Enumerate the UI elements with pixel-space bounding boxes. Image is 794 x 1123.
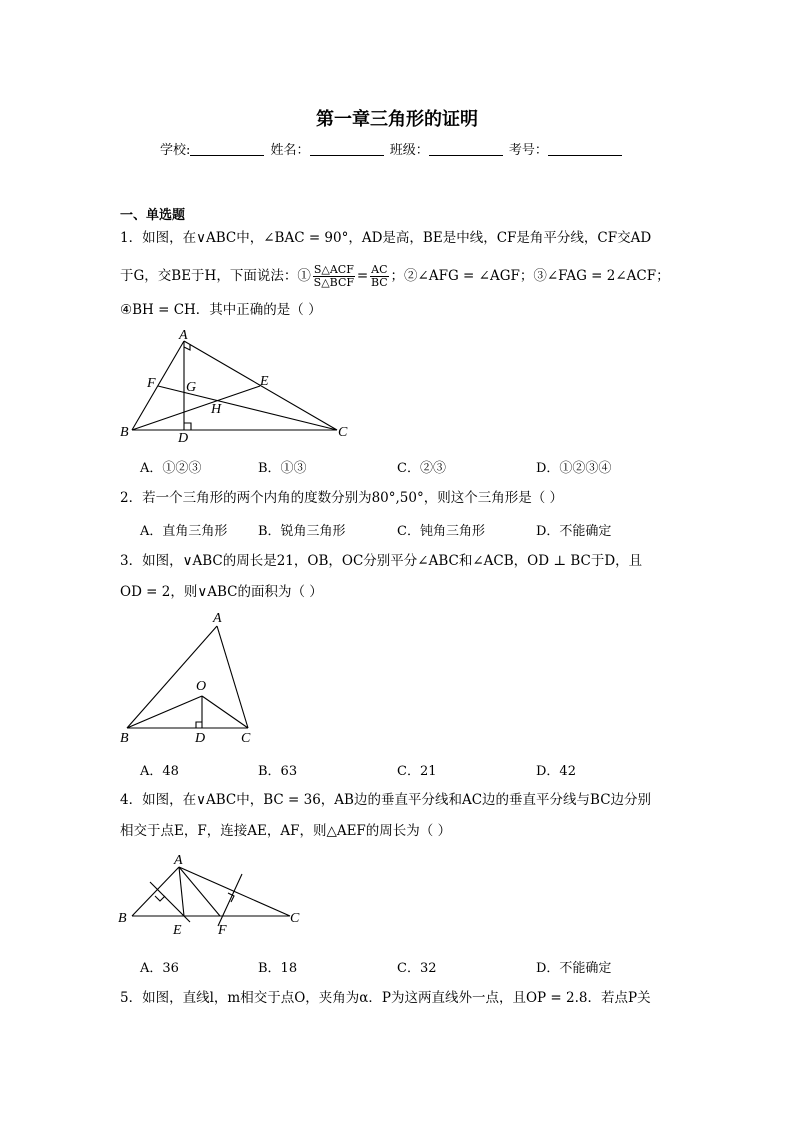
q1-line3: ④BH = CH．其中正确的是（ ） [120, 302, 322, 318]
student-info-row [160, 139, 624, 158]
q2-option-b[interactable]: B．锐角三角形 [258, 524, 346, 539]
school-label: 学校: [160, 143, 191, 158]
page-title: 第一章三角形的证明 [316, 109, 478, 130]
q3-option-c[interactable]: C．21 [397, 764, 437, 779]
q4-option-d[interactable]: D．不能确定 [536, 961, 612, 976]
q3-triangle-figure [112, 608, 262, 748]
q3-label-O: O [196, 679, 207, 694]
q4-label-A: A [174, 853, 183, 868]
q3-option-d[interactable]: D．42 [536, 764, 576, 779]
q3-label-D: D [195, 731, 206, 746]
q1-fraction-sides: $\frac{AC}{BC}$ [370, 263, 388, 289]
q1-option-d[interactable]: D．①②③④ [536, 461, 612, 476]
q5-line1: 5．如图，直线l，m相交于点O，夹角为α．P为这两直线外一点，且OP = 2.8．若点P关 [120, 990, 651, 1006]
class-blank[interactable] [429, 142, 503, 156]
q1-label-D: D [178, 431, 189, 445]
school-blank[interactable] [190, 142, 264, 156]
q4-option-a[interactable]: A．36 [140, 961, 179, 976]
q1-fraction-area: $\frac{\text{S△ACF}}{\text{S△BCF}}$ [313, 263, 355, 289]
q1-label-B: B [120, 425, 129, 440]
q2-line1: 2．若一个三角形的两个内角的度数分别为80°,50°，则这个三角形是（ ） [120, 490, 564, 506]
q4-label-C: C [290, 911, 300, 926]
q1-option-a[interactable]: A．①②③ [140, 461, 202, 476]
q1-label-H: H [211, 402, 222, 417]
name-blank[interactable] [310, 142, 384, 156]
q1-option-b[interactable]: B．①③ [258, 461, 307, 476]
q1-label-F: F [147, 376, 156, 391]
q4-option-c[interactable]: C．32 [397, 961, 437, 976]
q1-line2-pre: 于G，交BE于H，下面说法：① [120, 268, 311, 284]
q1-label-A: A [179, 330, 188, 343]
q4-label-B: B [118, 911, 127, 926]
q4-label-F: F [218, 923, 227, 938]
q3-label-A: A [213, 611, 222, 626]
q1-line2-post: ；②∠AFG = ∠AGF；③∠FAG = 2∠ACF； [390, 268, 670, 284]
exam-no-blank[interactable] [548, 142, 622, 156]
q1-label-C: C [338, 425, 348, 440]
class-label: 班级： [389, 143, 429, 158]
q3-label-C: C [241, 731, 251, 746]
exam-no-label: 考号： [508, 143, 548, 158]
q1-label-E: E [260, 374, 269, 389]
q4-triangle-figure [112, 848, 312, 940]
q3-option-a[interactable]: A．48 [140, 764, 179, 779]
name-label: 姓名： [270, 143, 310, 158]
q3-option-b[interactable]: B．63 [258, 764, 298, 779]
q2-option-d[interactable]: D．不能确定 [536, 524, 612, 539]
q4-line2: 相交于点E，F，连接AE，AF，则△AEF的周长为（ ） [120, 823, 452, 839]
q1-label-G: G [186, 380, 197, 395]
section-heading: 一、单选题 [120, 208, 186, 223]
q1-line2: 于G，交BE于H，下面说法：① $\frac{\text{S△ACF}}{\text{S△BCF}}$ = $\frac{AC}{BC}$ ；②∠AFG = ∠AGF；③∠FAG = 2∠ACF； [120, 263, 670, 289]
q2-option-a[interactable]: A．直角三角形 [140, 524, 228, 539]
q2-option-c[interactable]: C．钝角三角形 [397, 524, 485, 539]
q1-line1: 1．如图，在∨ABC中，∠BAC = 90°，AD是高，BE是中线，CF是角平分线，CF交AD [120, 230, 652, 246]
q3-line1: 3．如图，∨ABC的周长是21，OB，OC分别平分∠ABC和∠ACB，OD ⊥ BC于D，且 [120, 553, 643, 569]
q4-option-b[interactable]: B．18 [258, 961, 298, 976]
q1-option-c[interactable]: C．②③ [397, 461, 446, 476]
q4-label-E: E [173, 923, 182, 938]
q3-line2: OD = 2，则∨ABC的面积为（ ） [120, 584, 323, 600]
q3-label-B: B [120, 731, 129, 746]
q4-line1: 4．如图，在∨ABC中，BC = 36，AB边的垂直平分线和AC边的垂直平分线与BC边分别 [120, 792, 652, 808]
q1-triangle-figure [112, 330, 352, 445]
